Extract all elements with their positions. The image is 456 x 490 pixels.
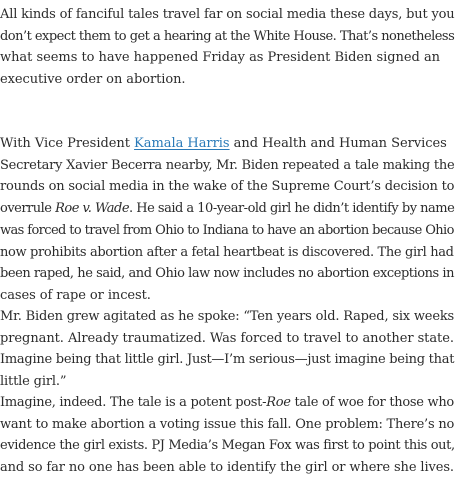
- text-run: and Health and Human Services: [229, 136, 447, 151]
- text-line: been raped, he said, and Ohio law now includes no abortion exceptions in: [0, 266, 455, 282]
- text-line: All kinds of fanciful tales travel far on social media these days, but you: [0, 7, 455, 22]
- text-line: [0, 133, 456, 155]
- text-line: cases of rape or incest.: [0, 287, 151, 303]
- text-line: Imagine being that little girl. Just—I’m serious—just imagine being that: [0, 352, 455, 368]
- text-line: and so far no one has been able to identify the girl or where she lives.: [0, 460, 454, 476]
- text-line: don’t expect them to get a hearing at the White House. That’s nonetheless: [0, 28, 455, 44]
- text-line: [0, 198, 456, 220]
- text-run: overrule: [0, 201, 56, 217]
- text-line: little girl.”: [0, 374, 67, 390]
- text-run: Imagine, indeed. The tale is a potent post-: [0, 395, 267, 410]
- text-line: was forced to travel from Ohio to Indiana to have an abortion because Ohio: [0, 222, 454, 238]
- kamala-harris-link[interactable]: Kamala Harris: [134, 136, 230, 151]
- text-run: With Vice President: [0, 136, 135, 151]
- case-name: Roe v. Wade: [55, 201, 130, 217]
- paragraph-4: [0, 392, 456, 479]
- paragraph-3: [0, 306, 456, 393]
- paragraph-2: [0, 133, 456, 307]
- text-line: [0, 392, 456, 414]
- text-run: tale of woe for those who: [290, 395, 454, 410]
- text-run: . He said a 10-year-old girl he didn’t identify by name: [129, 201, 455, 217]
- text-line: Secretary Xavier Becerra nearby, Mr. Biden repeated a tale making the: [0, 157, 455, 173]
- paragraph-1: [0, 4, 456, 91]
- text-line: what seems to have happened Friday as President Biden signed an: [0, 50, 441, 66]
- text-line: executive order on abortion.: [0, 72, 186, 88]
- text-line: rounds on social media in the wake of the Supreme Court’s decision to: [0, 179, 455, 195]
- text-line: evidence the girl exists. PJ Media’s Megan Fox was first to point this out,: [0, 438, 455, 454]
- roe-italic: Roe: [266, 395, 291, 410]
- text-line: now prohibits abortion after a fetal heartbeat is discovered. The girl had: [0, 244, 454, 260]
- text-line: want to make abortion a voting issue this fall. One problem: There’s no: [0, 416, 455, 432]
- text-line: pregnant. Already traumatized. Was forced to travel to another state.: [0, 330, 454, 346]
- text-line: Mr. Biden grew agitated as he spoke: “Ten years old. Raped, six weeks: [0, 309, 454, 324]
